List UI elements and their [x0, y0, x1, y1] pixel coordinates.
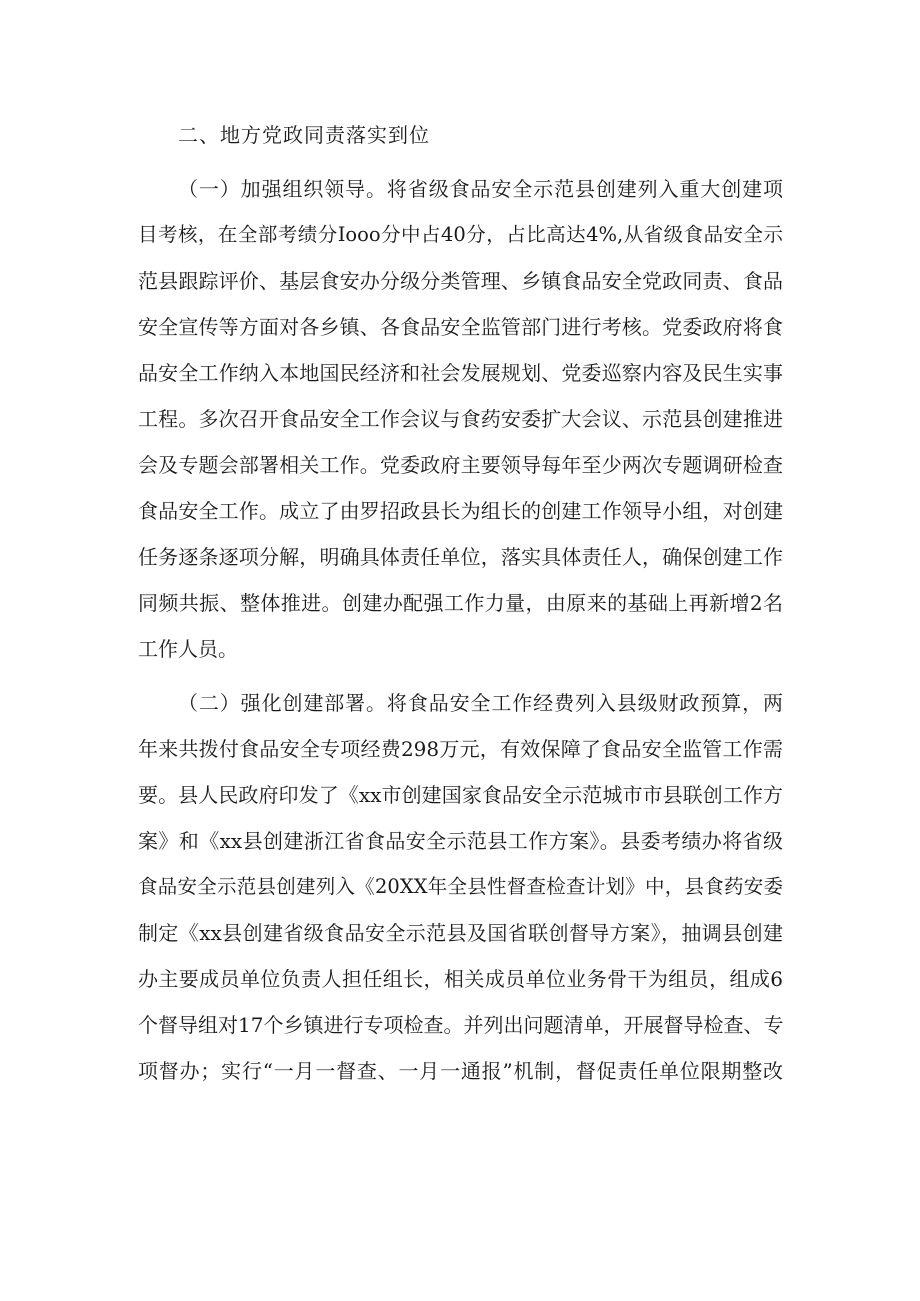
- paragraph-line: 项督办；实行“一月一督查、一月一通报”机制，督促责任单位限期整改: [138, 1059, 783, 1083]
- paragraph-organization-leadership: [138, 166, 783, 672]
- paragraph-line: 办主要成员单位负责人担任组长，相关成员单位业务骨干为组员，组成6: [138, 967, 783, 991]
- paragraph-line: 安全宣传等方面对各乡镇、各食品安全监管部门进行考核。党委政府将食: [138, 315, 783, 339]
- paragraph-line: 工作人员。: [138, 637, 238, 661]
- paragraph-creation-deployment: [138, 680, 783, 1094]
- paragraph-line: （一）加强组织领导。将省级食品安全示范县创建列入重大创建项: [178, 177, 783, 201]
- paragraph-line: 目考核，在全部考绩分Iooo分中占40分，占比高达4%,从省级食品安全示: [138, 223, 783, 246]
- paragraph-line: 案》和《xx县创建浙江省食品安全示范县工作方案》。县委考绩办将省级: [138, 829, 783, 853]
- paragraph-line: 制定《xx县创建省级食品安全示范县及国省联创督导方案》，抽调县创建: [138, 921, 783, 945]
- paragraph-line: 工程。多次召开食品安全工作会议与食药安委扩大会议、示范县创建推进: [138, 407, 783, 431]
- paragraph-line: 会及专题会部署相关工作。党委政府主要领导每年至少两次专题调研检查: [138, 453, 783, 477]
- paragraph-line: 食品安全工作。成立了由罗招政县长为组长的创建工作领导小组，对创建: [138, 499, 783, 523]
- paragraph-spacer: [138, 158, 783, 166]
- paragraph-line: 同频共振、整体推进。创建办配强工作力量，由原来的基础上再新增2名: [138, 591, 783, 615]
- paragraph-line: 任务逐条逐项分解，明确具体责任单位，落实具体责任人，确保创建工作: [138, 545, 783, 569]
- document-body: [138, 112, 783, 1094]
- paragraph-line: 个督导组对17个乡镇进行专项检查。并列出问题清单，开展督导检查、专: [138, 1013, 783, 1037]
- paragraph-spacer: [138, 672, 783, 680]
- paragraph-line: 要。县人民政府印发了《xx市创建国家食品安全示范城市市县联创工作方: [138, 783, 783, 807]
- section-heading: 二、地方党政同责落实到位: [178, 123, 430, 147]
- paragraph-line: 食品安全示范县创建列入《20XX年全县性督查检查计划》中，县食药安委: [138, 875, 783, 898]
- paragraph-line: 品安全工作纳入本地国民经济和社会发展规划、党委巡察内容及民生实事: [138, 361, 783, 385]
- paragraph-line: （二）强化创建部署。将食品安全工作经费列入县级财政预算，两: [178, 691, 783, 715]
- paragraph-line: 年来共拨付食品安全专项经费298万元，有效保障了食品安全监管工作需: [138, 737, 783, 761]
- paragraph-line: 范县跟踪评价、基层食安办分级分类管理、乡镇食品安全党政同责、食品: [138, 269, 783, 293]
